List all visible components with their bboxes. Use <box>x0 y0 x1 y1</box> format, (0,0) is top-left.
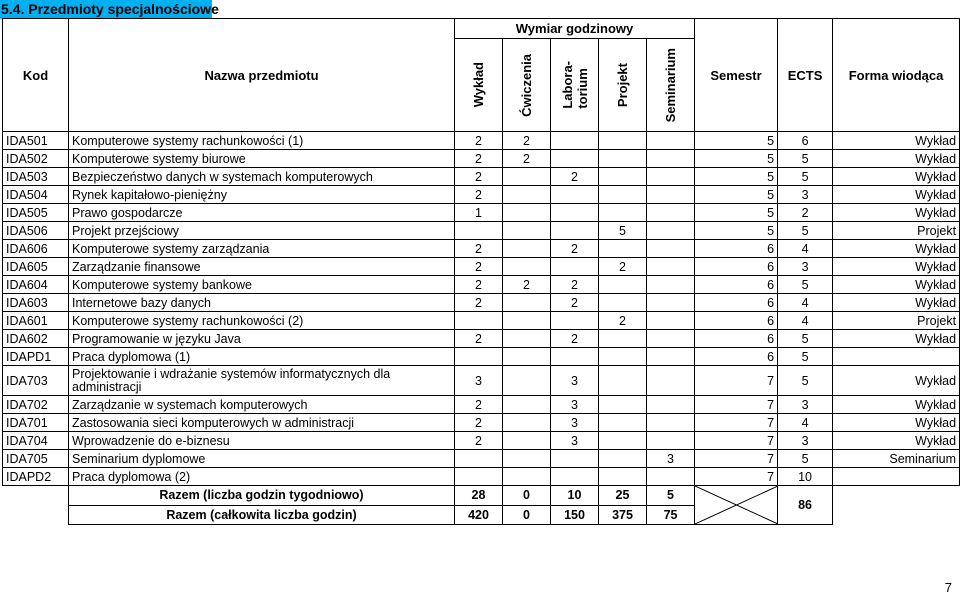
ects-total: 86 <box>778 486 833 525</box>
col-projekt <box>599 39 647 132</box>
course-code: IDAPD1 <box>3 348 69 366</box>
ects: 4 <box>778 240 833 258</box>
semester: 7 <box>695 366 778 396</box>
hours-cwiczenia <box>503 168 551 186</box>
semester: 5 <box>695 132 778 150</box>
semester: 6 <box>695 276 778 294</box>
hours-seminarium <box>647 366 695 396</box>
hours-seminarium <box>647 240 695 258</box>
table-row <box>3 294 960 312</box>
hours-seminarium: 3 <box>647 450 695 468</box>
semester: 7 <box>695 414 778 432</box>
semester: 5 <box>695 204 778 222</box>
empty-crossed-cell <box>695 486 778 525</box>
ects: 4 <box>778 312 833 330</box>
hours-wyklad: 2 <box>455 240 503 258</box>
course-name: Internetowe bazy danych <box>69 294 455 312</box>
hours-projekt <box>599 132 647 150</box>
hours-laboratorium <box>551 186 599 204</box>
ects: 3 <box>778 396 833 414</box>
col-nazwa: Nazwa przedmiotu <box>69 19 455 132</box>
course-code: IDA505 <box>3 204 69 222</box>
course-name: Seminarium dyplomowe <box>69 450 455 468</box>
courses-table <box>2 18 960 525</box>
hours-projekt <box>599 240 647 258</box>
sum-weekly-laboratorium: 10 <box>551 486 599 506</box>
hours-seminarium <box>647 186 695 204</box>
ects: 6 <box>778 132 833 150</box>
lead-form: Wykład <box>833 330 960 348</box>
course-code: IDA503 <box>3 168 69 186</box>
table-row <box>3 468 960 486</box>
hours-laboratorium <box>551 312 599 330</box>
hours-wyklad <box>455 450 503 468</box>
hours-wyklad: 2 <box>455 258 503 276</box>
ects: 2 <box>778 204 833 222</box>
col-projekt-label: Projekt <box>615 62 630 108</box>
lead-form: Projekt <box>833 312 960 330</box>
col-laboratorium-label: Labora- torium <box>559 61 590 109</box>
cross-mark-icon <box>695 486 778 524</box>
hours-projekt <box>599 450 647 468</box>
hours-seminarium <box>647 312 695 330</box>
course-name: Komputerowe systemy rachunkowości (2) <box>69 312 455 330</box>
hours-wyklad <box>455 312 503 330</box>
hours-cwiczenia <box>503 294 551 312</box>
col-seminarium <box>647 39 695 132</box>
hours-wyklad: 1 <box>455 204 503 222</box>
course-name: Wprowadzenie do e-biznesu <box>69 432 455 450</box>
hours-wyklad: 2 <box>455 150 503 168</box>
col-cwiczenia-label: Ćwiczenia <box>519 53 534 117</box>
ects: 5 <box>778 330 833 348</box>
hours-projekt: 2 <box>599 258 647 276</box>
hours-seminarium <box>647 168 695 186</box>
hours-cwiczenia <box>503 186 551 204</box>
hours-wyklad: 2 <box>455 330 503 348</box>
hours-cwiczenia: 2 <box>503 150 551 168</box>
hours-cwiczenia <box>503 414 551 432</box>
semester: 5 <box>695 150 778 168</box>
col-semestr: Semestr <box>695 19 778 132</box>
hours-seminarium <box>647 132 695 150</box>
hours-projekt <box>599 330 647 348</box>
course-code: IDA501 <box>3 132 69 150</box>
lead-form: Wykład <box>833 132 960 150</box>
hours-seminarium <box>647 276 695 294</box>
ects: 5 <box>778 150 833 168</box>
semester: 6 <box>695 348 778 366</box>
hours-projekt <box>599 432 647 450</box>
table-row <box>3 432 960 450</box>
hours-cwiczenia <box>503 432 551 450</box>
hours-laboratorium: 3 <box>551 366 599 396</box>
table-row <box>3 330 960 348</box>
course-code: IDA705 <box>3 450 69 468</box>
hours-seminarium <box>647 222 695 240</box>
course-code: IDA703 <box>3 366 69 396</box>
semester: 6 <box>695 258 778 276</box>
table-row <box>3 150 960 168</box>
table-row <box>3 168 960 186</box>
semester: 7 <box>695 432 778 450</box>
lead-form: Wykład <box>833 414 960 432</box>
hours-laboratorium <box>551 450 599 468</box>
hours-projekt <box>599 204 647 222</box>
hours-cwiczenia <box>503 312 551 330</box>
col-kod: Kod <box>3 19 69 132</box>
sum-total-label: Razem (całkowita liczba godzin) <box>69 505 455 525</box>
sum-weekly-seminarium: 5 <box>647 486 695 506</box>
semester: 7 <box>695 450 778 468</box>
hours-seminarium <box>647 204 695 222</box>
hours-seminarium <box>647 414 695 432</box>
table-row <box>3 348 960 366</box>
hours-laboratorium: 2 <box>551 276 599 294</box>
hours-cwiczenia: 2 <box>503 276 551 294</box>
hours-laboratorium <box>551 468 599 486</box>
semester: 7 <box>695 396 778 414</box>
table-row <box>3 132 960 150</box>
lead-form: Wykład <box>833 258 960 276</box>
hours-seminarium <box>647 258 695 276</box>
col-wyklad-label: Wykład <box>471 62 486 108</box>
hours-laboratorium: 3 <box>551 396 599 414</box>
hours-wyklad: 2 <box>455 132 503 150</box>
col-forma: Forma wiodąca <box>833 19 960 132</box>
hours-wyklad <box>455 468 503 486</box>
course-name: Prawo gospodarcze <box>69 204 455 222</box>
col-seminarium-label: Seminarium <box>663 47 679 123</box>
table-row <box>3 204 960 222</box>
hours-laboratorium: 2 <box>551 330 599 348</box>
course-code: IDAPD2 <box>3 468 69 486</box>
hours-projekt <box>599 468 647 486</box>
hours-cwiczenia <box>503 366 551 396</box>
course-code: IDA601 <box>3 312 69 330</box>
course-code: IDA704 <box>3 432 69 450</box>
course-name: Rynek kapitałowo-pieniężny <box>69 186 455 204</box>
course-name: Programowanie w języku Java <box>69 330 455 348</box>
sum-weekly-wyklad: 28 <box>455 486 503 506</box>
table-row <box>3 240 960 258</box>
lead-form: Wykład <box>833 150 960 168</box>
hours-wyklad: 2 <box>455 186 503 204</box>
course-code: IDA604 <box>3 276 69 294</box>
ects: 5 <box>778 222 833 240</box>
ects: 5 <box>778 276 833 294</box>
hours-cwiczenia <box>503 240 551 258</box>
hours-laboratorium <box>551 132 599 150</box>
hours-cwiczenia: 2 <box>503 132 551 150</box>
course-name: Komputerowe systemy rachunkowości (1) <box>69 132 455 150</box>
hours-laboratorium: 2 <box>551 294 599 312</box>
hours-laboratorium <box>551 348 599 366</box>
table-row <box>3 396 960 414</box>
course-code: IDA504 <box>3 186 69 204</box>
sum-total-cwiczenia: 0 <box>503 505 551 525</box>
course-code: IDA506 <box>3 222 69 240</box>
course-name: Zastosowania sieci komputerowych w administracji <box>69 414 455 432</box>
lead-form: Wykład <box>833 186 960 204</box>
hours-projekt <box>599 366 647 396</box>
hours-projekt <box>599 348 647 366</box>
hours-cwiczenia <box>503 348 551 366</box>
hours-wyklad <box>455 222 503 240</box>
hours-cwiczenia <box>503 330 551 348</box>
hours-wyklad: 2 <box>455 168 503 186</box>
sum-total-seminarium: 75 <box>647 505 695 525</box>
lead-form: Seminarium <box>833 450 960 468</box>
hours-seminarium <box>647 150 695 168</box>
ects: 3 <box>778 186 833 204</box>
sum-total-laboratorium: 150 <box>551 505 599 525</box>
semester: 6 <box>695 330 778 348</box>
hours-cwiczenia <box>503 468 551 486</box>
hours-laboratorium: 2 <box>551 240 599 258</box>
lead-form: Projekt <box>833 222 960 240</box>
hours-seminarium <box>647 330 695 348</box>
sum-weekly-projekt: 25 <box>599 486 647 506</box>
course-name: Zarządzanie w systemach komputerowych <box>69 396 455 414</box>
hours-wyklad <box>455 348 503 366</box>
course-name: Bezpieczeństwo danych w systemach komputerowych <box>69 168 455 186</box>
ects: 5 <box>778 450 833 468</box>
hours-projekt: 2 <box>599 312 647 330</box>
hours-projekt <box>599 414 647 432</box>
hours-cwiczenia <box>503 258 551 276</box>
hours-seminarium <box>647 468 695 486</box>
course-name: Komputerowe systemy zarządzania <box>69 240 455 258</box>
page-number: 7 <box>944 580 952 595</box>
course-code: IDA603 <box>3 294 69 312</box>
hours-wyklad: 2 <box>455 294 503 312</box>
hours-wyklad: 2 <box>455 414 503 432</box>
semester: 6 <box>695 294 778 312</box>
course-code: IDA502 <box>3 150 69 168</box>
ects: 10 <box>778 468 833 486</box>
hours-seminarium <box>647 432 695 450</box>
ects: 3 <box>778 258 833 276</box>
course-code: IDA602 <box>3 330 69 348</box>
table-row <box>3 414 960 432</box>
sum-weekly-cwiczenia: 0 <box>503 486 551 506</box>
col-laboratorium <box>551 39 599 132</box>
table-row <box>3 366 960 396</box>
col-cwiczenia <box>503 39 551 132</box>
hours-projekt <box>599 294 647 312</box>
hours-seminarium <box>647 348 695 366</box>
hours-cwiczenia <box>503 450 551 468</box>
sum-total-projekt: 375 <box>599 505 647 525</box>
hours-seminarium <box>647 396 695 414</box>
lead-form: Wykład <box>833 294 960 312</box>
hours-laboratorium: 3 <box>551 432 599 450</box>
course-name: Projektowanie i wdrażanie systemów informatycznych dla administracji <box>69 366 455 396</box>
semester: 7 <box>695 468 778 486</box>
hours-laboratorium <box>551 150 599 168</box>
sum-row-weekly <box>3 486 960 506</box>
lead-form: Wykład <box>833 366 960 396</box>
semester: 5 <box>695 222 778 240</box>
table-row <box>3 222 960 240</box>
course-name: Praca dyplomowa (2) <box>69 468 455 486</box>
lead-form <box>833 348 960 366</box>
hours-projekt: 5 <box>599 222 647 240</box>
course-code: IDA606 <box>3 240 69 258</box>
ects: 5 <box>778 348 833 366</box>
sum-weekly-label: Razem (liczba godzin tygodniowo) <box>69 486 455 506</box>
table-body <box>3 132 960 486</box>
hours-projekt <box>599 396 647 414</box>
course-code: IDA702 <box>3 396 69 414</box>
course-code: IDA605 <box>3 258 69 276</box>
table-row <box>3 450 960 468</box>
hours-projekt <box>599 276 647 294</box>
hours-laboratorium <box>551 204 599 222</box>
lead-form: Wykład <box>833 432 960 450</box>
semester: 6 <box>695 240 778 258</box>
course-name: Projekt przejściowy <box>69 222 455 240</box>
semester: 5 <box>695 168 778 186</box>
lead-form: Wykład <box>833 396 960 414</box>
table-row <box>3 276 960 294</box>
hours-wyklad: 3 <box>455 366 503 396</box>
course-name: Zarządzanie finansowe <box>69 258 455 276</box>
course-name: Komputerowe systemy bankowe <box>69 276 455 294</box>
hours-laboratorium: 2 <box>551 168 599 186</box>
hours-projekt <box>599 168 647 186</box>
table-row <box>3 186 960 204</box>
hours-cwiczenia <box>503 396 551 414</box>
semester: 5 <box>695 186 778 204</box>
hours-seminarium <box>647 294 695 312</box>
col-wymiar: Wymiar godzinowy <box>455 19 695 39</box>
sum-total-wyklad: 420 <box>455 505 503 525</box>
hours-laboratorium: 3 <box>551 414 599 432</box>
hours-cwiczenia <box>503 222 551 240</box>
table-row <box>3 258 960 276</box>
hours-projekt <box>599 186 647 204</box>
course-name: Praca dyplomowa (1) <box>69 348 455 366</box>
hours-laboratorium <box>551 258 599 276</box>
hours-projekt <box>599 150 647 168</box>
lead-form: Wykład <box>833 240 960 258</box>
ects: 3 <box>778 432 833 450</box>
lead-form <box>833 468 960 486</box>
hours-cwiczenia <box>503 204 551 222</box>
col-ects: ECTS <box>778 19 833 132</box>
col-wyklad <box>455 39 503 132</box>
lead-form: Wykład <box>833 276 960 294</box>
ects: 5 <box>778 168 833 186</box>
hours-wyklad: 2 <box>455 276 503 294</box>
hours-wyklad: 2 <box>455 396 503 414</box>
lead-form: Wykład <box>833 168 960 186</box>
hours-wyklad: 2 <box>455 432 503 450</box>
section-title: 5.4. Przedmioty specjalnościowe <box>1 1 219 17</box>
ects: 5 <box>778 366 833 396</box>
course-name: Komputerowe systemy biurowe <box>69 150 455 168</box>
table-row <box>3 312 960 330</box>
semester: 6 <box>695 312 778 330</box>
course-code: IDA701 <box>3 414 69 432</box>
ects: 4 <box>778 294 833 312</box>
ects: 4 <box>778 414 833 432</box>
hours-laboratorium <box>551 222 599 240</box>
lead-form: Wykład <box>833 204 960 222</box>
